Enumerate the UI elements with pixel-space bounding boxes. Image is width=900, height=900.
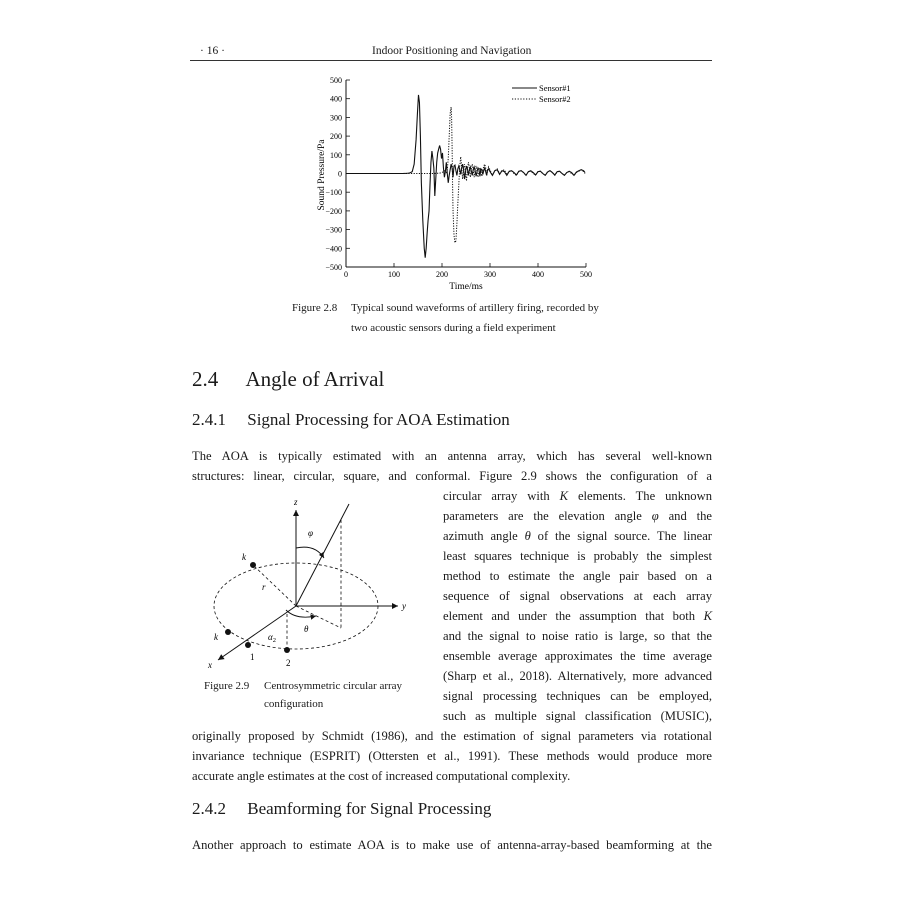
paragraph-line: accurate angle estimates at the cost of increased computational complexity. xyxy=(192,769,571,783)
label-element-2: 2 xyxy=(286,658,291,668)
legend-label-sensor2: Sensor#2 xyxy=(539,94,571,104)
array-element xyxy=(250,562,256,568)
x-tick-label: 400 xyxy=(532,270,544,279)
subsection-2-4-2-heading xyxy=(192,799,491,819)
section-title: Angle of Arrival xyxy=(245,367,385,391)
label-element-1: 1 xyxy=(250,652,255,662)
x-tick-label: 300 xyxy=(484,270,496,279)
paragraph-line: and the signal to noise ratio is large, so that the xyxy=(443,629,712,643)
paragraph-line: signal processing techniques can be employed, xyxy=(443,689,712,703)
y-tick-label: −500 xyxy=(325,263,342,272)
subsection-number: 2.4.2 xyxy=(192,799,226,818)
figure-2-9-caption-line2: configuration xyxy=(264,698,324,710)
paragraph-line: sequence of signal observations at each array xyxy=(443,589,712,603)
paragraph-line: circular array with K elements. The unknown xyxy=(443,489,712,503)
paragraph-line: such as multiple signal classification (MUSIC), xyxy=(443,709,712,723)
x-tick-label: 0 xyxy=(344,270,348,279)
label-z: z xyxy=(294,497,298,507)
paragraph-beamforming xyxy=(192,835,712,855)
paragraph-line: least squares technique is probably the simplest xyxy=(443,549,712,563)
paragraph-line: structures: linear, circular, square, and conformal. Figure 2.9 shows the configuration of a xyxy=(192,469,712,483)
label-theta: θ xyxy=(304,624,309,634)
paragraph-line: ensemble average approximates the time average xyxy=(443,649,712,663)
y-tick-label: −400 xyxy=(325,244,342,254)
y-tick-label: −100 xyxy=(325,188,342,198)
paragraph-line: azimuth angle θ of the signal source. The linear xyxy=(443,529,713,543)
legend-label-sensor1: Sensor#1 xyxy=(539,83,571,93)
y-axis-label: Sound Pressure/Pa xyxy=(317,139,327,211)
y-tick-label: 300 xyxy=(330,113,342,123)
paragraph-wrap-text xyxy=(443,486,712,726)
section-2-4-heading xyxy=(192,367,384,392)
x-tick-label: 100 xyxy=(388,270,400,279)
chart-series xyxy=(346,95,585,258)
subsection-title: Beamforming for Signal Processing xyxy=(247,799,492,818)
x-axis-label: Time/ms xyxy=(449,282,483,292)
paragraph-line: (Sharp et al., 2018). Alternatively, more advanced xyxy=(443,669,712,683)
phi-arc xyxy=(296,547,324,558)
label-alpha: $\alpha_2$ xyxy=(268,632,276,644)
paragraph-line: originally proposed by Schmidt (1986), and the estimation of signal parameters via rotational xyxy=(192,729,712,743)
y-tick-label: 0 xyxy=(338,169,342,179)
y-tick-label: −300 xyxy=(325,225,342,235)
label-k-left: k xyxy=(214,632,218,642)
subsection-title: Signal Processing for AOA Estimation xyxy=(247,410,510,429)
label-y: y xyxy=(402,601,406,611)
y-tick-label: −200 xyxy=(325,206,342,216)
label-phi: φ xyxy=(308,528,313,538)
paragraph-line: Another approach to estimate AOA is to make use of antenna-array-based beamforming at the xyxy=(192,838,712,852)
paragraph-line: The AOA is typically estimated with an antenna array, which has several well-known xyxy=(192,449,712,463)
figure-2-8-caption-line2: two acoustic sensors during a field experiment xyxy=(351,322,556,334)
figure-2-9-caption-line1: Centrosymmetric circular array xyxy=(264,680,403,692)
paragraph-line: method to estimate the angle pair based on a xyxy=(443,569,712,583)
figure-2-9-diagram xyxy=(200,492,432,672)
y-tick-label: 400 xyxy=(330,94,342,104)
array-element xyxy=(225,629,231,635)
page-number: · 16 · xyxy=(200,45,225,57)
y-tick-label: 200 xyxy=(330,132,342,142)
figure-2-8-caption-label: Figure 2.8 xyxy=(292,302,338,314)
paragraph-line: parameters are the elevation angle φ and the xyxy=(443,509,712,523)
label-x: x xyxy=(208,660,212,670)
array-element xyxy=(245,642,251,648)
paragraph-line: invariance technique (ESPRIT) (Ottersten et al., 1991). These methods would produce more xyxy=(192,749,712,763)
running-title: Indoor Positioning and Navigation xyxy=(372,45,532,57)
paragraph-continuation xyxy=(192,726,712,786)
label-r: r xyxy=(262,582,266,592)
label-k-top: k xyxy=(242,552,246,562)
subsection-number: 2.4.1 xyxy=(192,410,226,429)
figure-2-9-caption-label: Figure 2.9 xyxy=(204,680,250,692)
chart-ticks xyxy=(325,76,592,279)
y-tick-label: 100 xyxy=(330,150,342,160)
chart-legend xyxy=(512,83,571,104)
paragraph-line: element and under the assumption that both K xyxy=(443,609,712,623)
paragraph-intro xyxy=(192,446,712,486)
subsection-2-4-1-heading xyxy=(192,410,510,430)
x-tick-label: 500 xyxy=(580,270,592,279)
array-element xyxy=(284,647,290,653)
x-tick-label: 200 xyxy=(436,270,448,279)
y-tick-label: 500 xyxy=(330,76,342,85)
section-number: 2.4 xyxy=(192,367,219,391)
figure-2-8-caption-line1: Typical sound waveforms of artillery firing, recorded by xyxy=(351,302,599,314)
radius-line xyxy=(253,565,296,606)
figure-2-8-chart xyxy=(290,70,620,295)
